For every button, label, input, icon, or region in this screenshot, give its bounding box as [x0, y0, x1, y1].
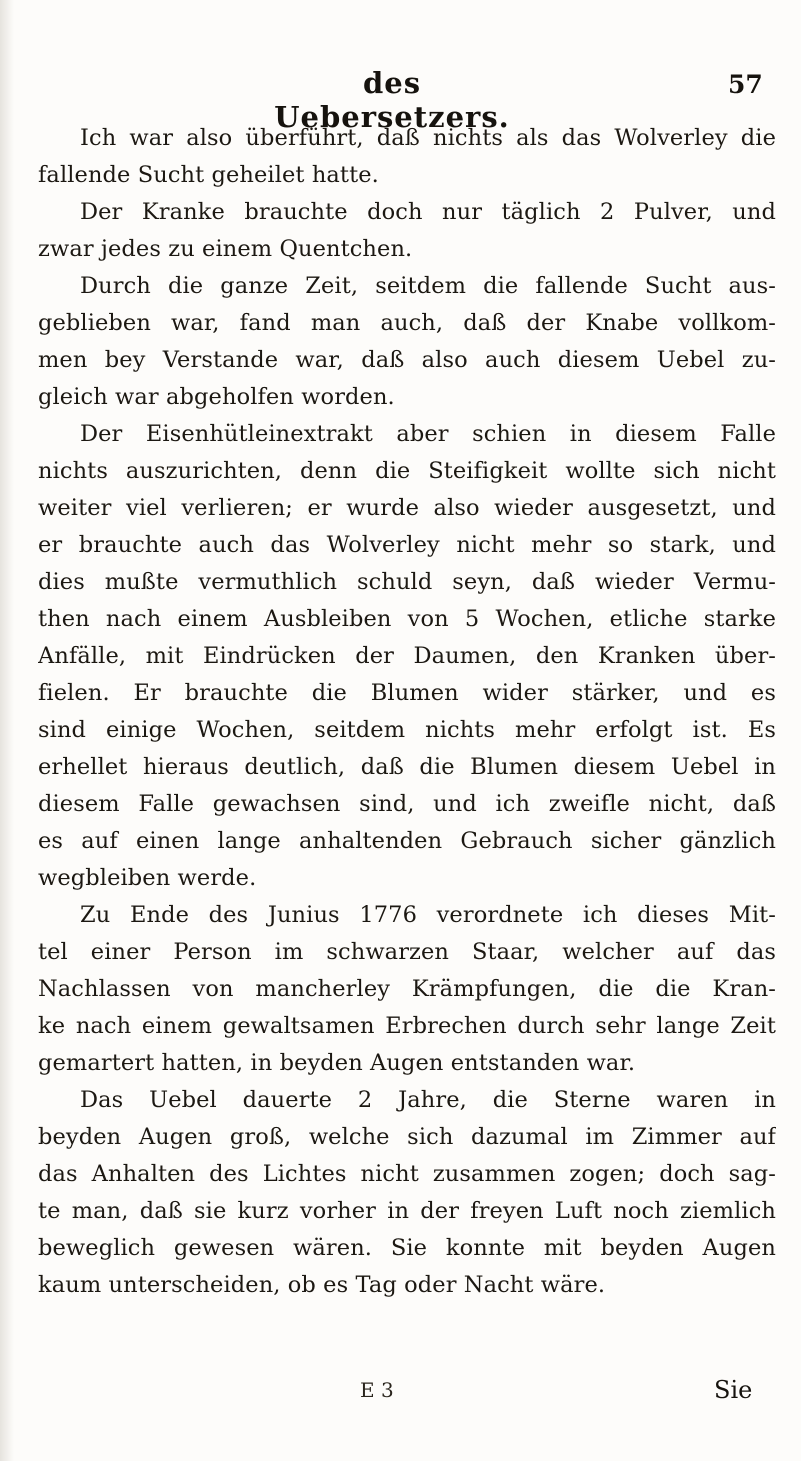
text-line: fielen. Er brauchte die Blumen wider stärker, und es — [38, 680, 776, 706]
text-line: tel einer Person im schwarzen Staar, welcher auf das — [38, 939, 776, 965]
text-line: Durch die ganze Zeit, seitdem die fallende Sucht aus- — [80, 273, 776, 299]
text-line: Das Uebel dauerte 2 Jahre, die Sterne waren in — [80, 1087, 776, 1113]
text-line: sind einige Wochen, seitdem nichts mehr erfolgt ist. Es — [38, 717, 776, 743]
text-line: gemartert hatten, in beyden Augen entstanden war. — [38, 1050, 636, 1076]
text-line: Zu Ende des Junius 1776 verordnete ich dieses Mit- — [80, 902, 776, 928]
text-line: Der Eisenhütleinextrakt aber schien in diesem Falle — [80, 421, 776, 447]
text-line: beyden Augen groß, welche sich dazumal im Zimmer auf — [38, 1124, 776, 1150]
text-line: men bey Verstande war, daß also auch diesem Uebel zu- — [38, 347, 776, 373]
text-line: dies mußte vermuthlich schuld seyn, daß wieder Vermu- — [38, 569, 776, 595]
text-line: erhellet hieraus deutlich, daß die Blumen diesem Uebel in — [38, 754, 776, 780]
text-line: Anfälle, mit Eindrücken der Daumen, den Kranken über- — [38, 643, 776, 669]
text-line: er brauchte auch das Wolverley nicht mehr so stark, und — [38, 532, 776, 558]
text-line: es auf einen lange anhaltenden Gebrauch sicher gänzlich — [38, 828, 776, 854]
catchword: Sie — [714, 1376, 753, 1404]
text-line: zwar jedes zu einem Quentchen. — [38, 236, 413, 262]
text-line: das Anhalten des Lichtes nicht zusammen zogen; doch sag- — [38, 1161, 776, 1187]
text-line: Der Kranke brauchte doch nur täglich 2 Pulver, und — [80, 199, 776, 225]
text-line: fallende Sucht geheilet hatte. — [38, 162, 379, 188]
text-line: beweglich gewesen wären. Sie konnte mit beyden Augen — [38, 1235, 776, 1261]
text-line: geblieben war, fand man auch, daß der Knabe vollkom- — [38, 310, 776, 336]
running-title: des Uebersetzers. — [274, 66, 510, 134]
body-text — [38, 120, 776, 1304]
text-line: ke nach einem gewaltsamen Erbrechen durch sehr lange Zeit — [38, 1013, 776, 1039]
text-line: weiter viel verlieren; er wurde also wieder ausgesetzt, und — [38, 495, 776, 521]
running-head — [0, 66, 801, 134]
binding-shadow — [0, 0, 14, 1461]
text-line: diesem Falle gewachsen sind, und ich zweifle nicht, daß — [38, 791, 776, 817]
text-line: Ich war also überführt, daß nichts als das Wolverley die — [80, 125, 776, 151]
text-line: nichts auszurichten, denn die Steifigkeit wollte sich nicht — [38, 458, 776, 484]
page-footer — [0, 1378, 801, 1414]
text-line: wegbleiben werde. — [38, 865, 257, 891]
page-number: 57 — [728, 70, 763, 99]
text-line: then nach einem Ausbleiben von 5 Wochen, etliche starke — [38, 606, 776, 632]
text-line: gleich war abgeholfen worden. — [38, 384, 395, 410]
text-line: Nachlassen von mancherley Krämpfungen, die die Kran- — [38, 976, 776, 1002]
text-line: kaum unterscheiden, ob es Tag oder Nacht wäre. — [38, 1272, 606, 1298]
signature-mark: E 3 — [360, 1378, 394, 1402]
text-line: te man, daß sie kurz vorher in der freyen Luft noch ziemlich — [38, 1198, 776, 1224]
